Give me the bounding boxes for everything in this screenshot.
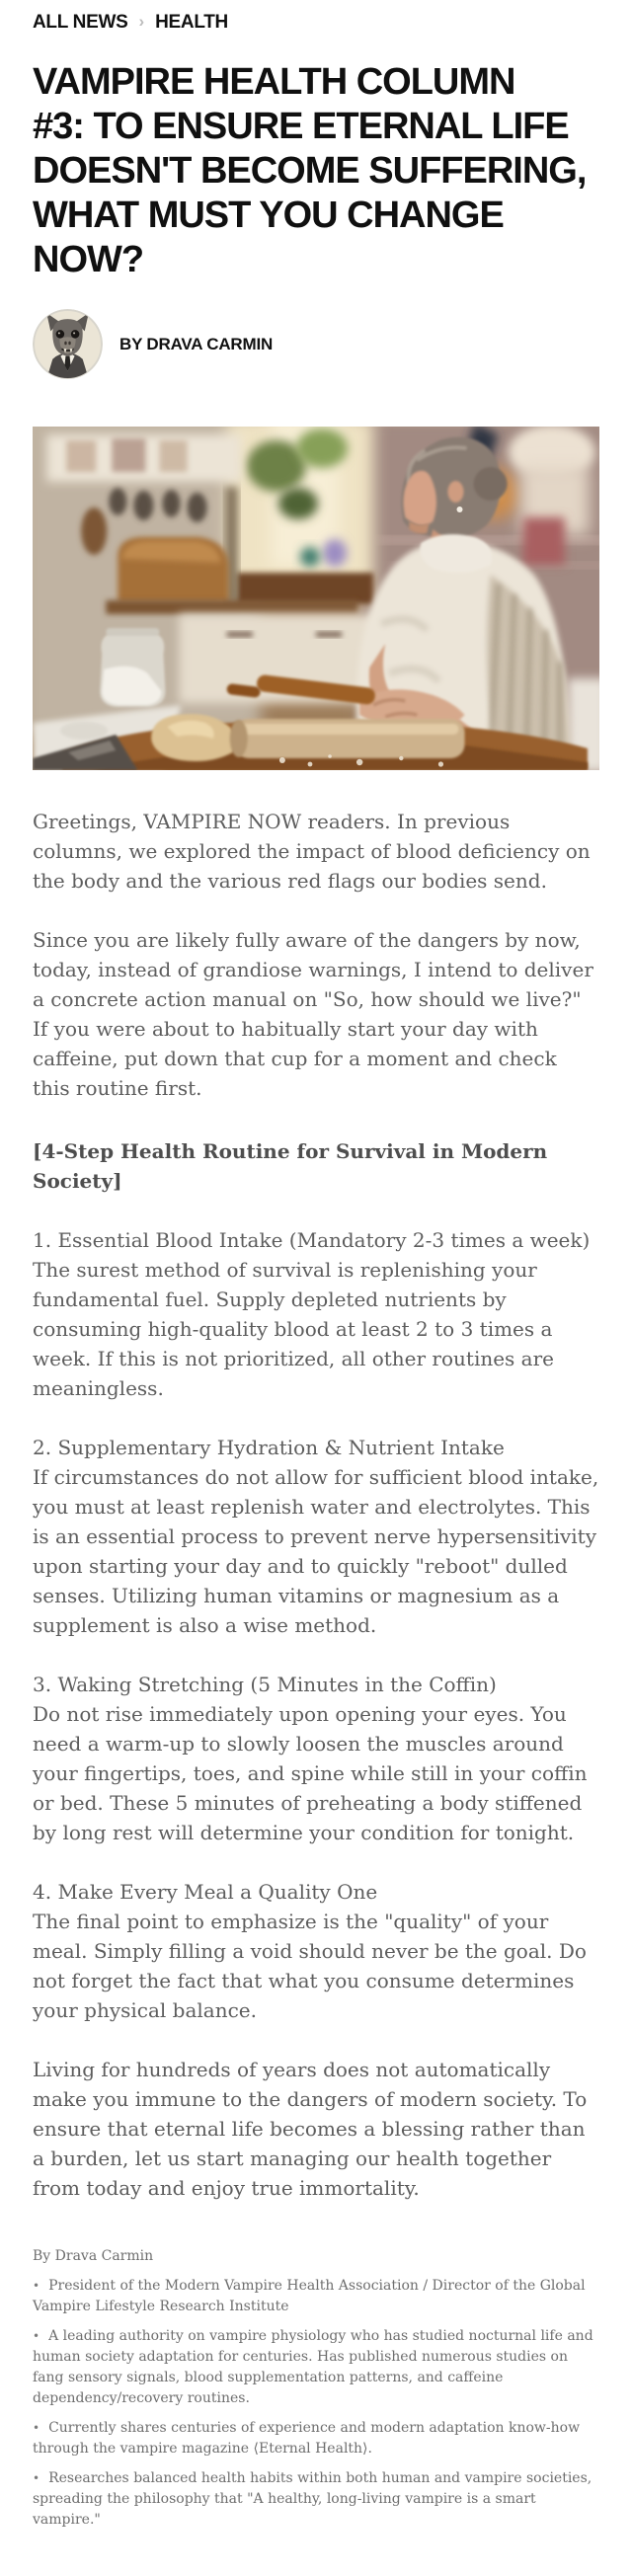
author-bio [33,2246,599,2531]
step-paragraph [33,1225,599,1403]
breadcrumb-link-all-news[interactable]: ALL NEWS [33,12,128,33]
paragraph: Greetings, VAMPIRE NOW readers. In previous columns, we explored the impact of blood deficiency on the body and the various red flags our bodies send. [33,810,591,893]
chevron-right-icon: › [138,12,145,31]
article-body [33,807,599,2203]
window-group [227,427,374,604]
bullet-icon: • [33,2329,40,2343]
step-paragraph [33,1433,599,1640]
bullet-icon: • [33,2279,40,2293]
bio-text: A leading authority on vampire physiology who has studied nocturnal life and human society adaptation for centuries. Has published numerous studies on fang sensory signals, blood supplementation patterns, and caffeine dependency/recovery routines. [33,2328,593,2406]
bio-item [33,2468,599,2531]
step-body: The final point to emphasize is the "quality" of your meal. Simply filling a void should never be the goal. Do not forget the fact that what you consume determines your physical balance. [33,1910,587,2022]
bio-item [33,2276,599,2317]
bullet-icon: • [33,2471,40,2485]
step-body: Do not rise immediately upon opening your eyes. You need a warm-up to slowly loosen the muscles around your fingertips, toes, and spine while still in your coffin or bed. These 5 minutes of preheating a body stiffened by long rest will determine your condition for tonight. [33,1702,588,1844]
section-heading: [4-Step Health Routine for Survival in Modern Society] [33,1139,548,1193]
breadcrumb-link-health[interactable]: HEALTH [155,12,228,33]
bio-text: President of the Modern Vampire Health Association / Director of the Global Vampire Lifestyle Research Institute [33,2278,586,2314]
bio-text: Currently shares centuries of experience and modern adaptation know-how through the vampire magazine ⟨Eternal Health⟩. [33,2420,581,2457]
breadcrumb [33,12,599,34]
step-title: 4. Make Every Meal a Quality One [33,1880,378,1904]
flour-jar [100,628,165,707]
author-byline [33,309,599,379]
step-body: If circumstances do not allow for sufficient blood intake, you must at least replenish water and electrolytes. This is an essential process to prevent nerve hypersensitivity upon starting your day and to quickly "reboot" dulled senses. Utilizing human vitamins or magnesium as a supplement is also a wise method. [33,1465,599,1637]
bio-text: Researches balanced health habits within both human and vampire societies, spreading the philosophy that "A healthy, long-living vampire is a smart vampire." [33,2470,592,2528]
hero-image [33,427,599,770]
bullet-icon: • [33,2421,40,2435]
byline-author-name: BY DRAVA CARMIN [119,334,274,353]
step-paragraph [33,1670,599,1847]
paragraph: Since you are likely fully aware of the dangers by now, today, instead of grandiose warnings, I intend to deliver a concrete action manual on "So, how should we live?" If you were about to habitually start your day with caffeine, put down that cup for a moment and check this routine first. [33,928,593,1100]
step-paragraph [33,1877,599,2025]
author-avatar [33,309,103,379]
bio-item [33,2418,599,2459]
rolling-pin [230,719,465,758]
step-title: 2. Supplementary Hydration & Nutrient Intake [33,1436,505,1459]
bio-byline: By Drava Carmin [33,2248,154,2264]
closing-paragraph: Living for hundreds of years does not automatically make you immune to the dangers of modern society. To ensure that eternal life becomes a blessing rather than a burden, let us start managing our health together from today and enjoy true immortality. [33,2058,588,2200]
bio-item [33,2326,599,2409]
step-body: The surest method of survival is replenishing your fundamental fuel. Supply depleted nutrients by consuming high-quality blood at least 2 to 3 times a week. If this is not prioritized, all other routines are meaningless. [33,1258,554,1400]
step-title: 1. Essential Blood Intake (Mandatory 2-3 times a week) [33,1228,591,1252]
page-title: VAMPIRE HEALTH COLUMN #3: TO ENSURE ETERNAL LIFE DOESN'T BECOME SUFFERING, WHAT MUST YOU CHANGE NOW? [33,61,587,280]
step-title: 3. Waking Stretching (5 Minutes in the Coffin) [33,1673,497,1696]
